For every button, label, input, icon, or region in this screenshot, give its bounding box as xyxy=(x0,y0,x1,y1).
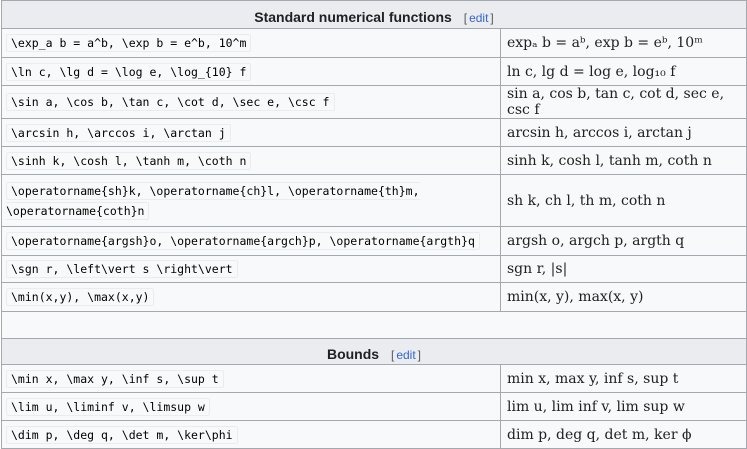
rendered-formula: sh k, ch l, th m, coth n xyxy=(501,175,747,227)
section-spacer-row xyxy=(2,312,747,339)
section-header xyxy=(2,339,747,365)
rendered-formula: sgn r, |s| xyxy=(501,256,747,283)
rendered-formula: ln c, lg d = log e, log₁₀ f xyxy=(501,58,747,86)
edit-section-link[interactable]: edit xyxy=(469,10,489,25)
latex-code: \sgn r, \left\vert s \right\vert xyxy=(6,260,238,278)
section-title: Bounds xyxy=(326,345,380,362)
latex-code-cell xyxy=(2,58,501,86)
latex-code: \min(x,y), \max(x,y) xyxy=(6,288,154,306)
latex-code: \lim u, \liminf v, \limsup w xyxy=(6,398,210,416)
edit-section-link-group: [ edit ] xyxy=(463,10,494,25)
section-spacer xyxy=(2,312,747,339)
edit-section-link[interactable]: edit xyxy=(396,347,416,362)
latex-code-cell xyxy=(2,365,501,393)
table-row xyxy=(2,256,747,283)
latex-code-cell xyxy=(2,175,501,227)
latex-code: \sin a, \cos b, \tan c, \cot d, \sec e, \csc f xyxy=(6,93,335,111)
latex-code: \min x, \max y, \inf s, \sup t xyxy=(6,370,224,388)
latex-code-cell xyxy=(2,147,501,175)
latex-code: \dim p, \deg q, \det m, \ker\phi xyxy=(6,426,238,444)
section-title: Standard numerical functions xyxy=(254,8,452,25)
table-row xyxy=(2,393,747,421)
table-row xyxy=(2,283,747,312)
latex-code: \ln c, \lg d = \log e, \log_{10} f xyxy=(6,63,251,81)
table-row xyxy=(2,227,747,256)
table-row xyxy=(2,119,747,147)
latex-code: \exp_a b = a^b, \exp b = e^b, 10^m xyxy=(6,34,251,52)
section-header-row xyxy=(2,1,747,29)
latex-code-cell xyxy=(2,393,501,421)
latex-code-cell xyxy=(2,227,501,256)
rendered-formula: sin a, cos b, tan c, cot d, sec e, csc f xyxy=(501,86,747,119)
rendered-formula: min(x, y), max(x, y) xyxy=(501,283,747,312)
latex-code-cell xyxy=(2,283,501,312)
latex-code: \sinh k, \cosh l, \tanh m, \coth n xyxy=(6,152,251,170)
latex-code: \operatorname{sh}k, \operatorname{ch}l, \operatorname{th}m, \operatorname{coth}n xyxy=(6,183,420,218)
rendered-formula: min x, max y, inf s, sup t xyxy=(501,365,747,393)
table-row xyxy=(2,29,747,58)
table-row xyxy=(2,58,747,86)
table-row xyxy=(2,175,747,227)
table-row xyxy=(2,421,747,449)
formula-table xyxy=(1,0,747,449)
rendered-formula: lim u, lim inf v, lim sup w xyxy=(501,393,747,421)
rendered-formula: dim p, deg q, det m, ker ϕ xyxy=(501,421,747,449)
section-header xyxy=(2,1,747,29)
rendered-formula: sinh k, cosh l, tanh m, coth n xyxy=(501,147,747,175)
latex-code-cell xyxy=(2,29,501,58)
latex-code-cell xyxy=(2,119,501,147)
section-header-row xyxy=(2,339,747,365)
table-row xyxy=(2,86,747,119)
rendered-formula: arcsin h, arccos i, arctan j xyxy=(501,119,747,147)
latex-code-cell xyxy=(2,86,501,119)
table-row xyxy=(2,147,747,175)
latex-code: \operatorname{argsh}o, \operatorname{argch}p, \operatorname{argth}q xyxy=(6,232,480,250)
latex-code: \arcsin h, \arccos i, \arctan j xyxy=(6,124,231,142)
table-row xyxy=(2,365,747,393)
latex-code-cell xyxy=(2,421,501,449)
edit-section-link-group: [ edit ] xyxy=(390,347,422,362)
rendered-formula: expₐ b = aᵇ, exp b = eᵇ, 10ᵐ xyxy=(501,29,747,58)
rendered-formula: argsh o, argch p, argth q xyxy=(501,227,747,256)
latex-code-cell xyxy=(2,256,501,283)
